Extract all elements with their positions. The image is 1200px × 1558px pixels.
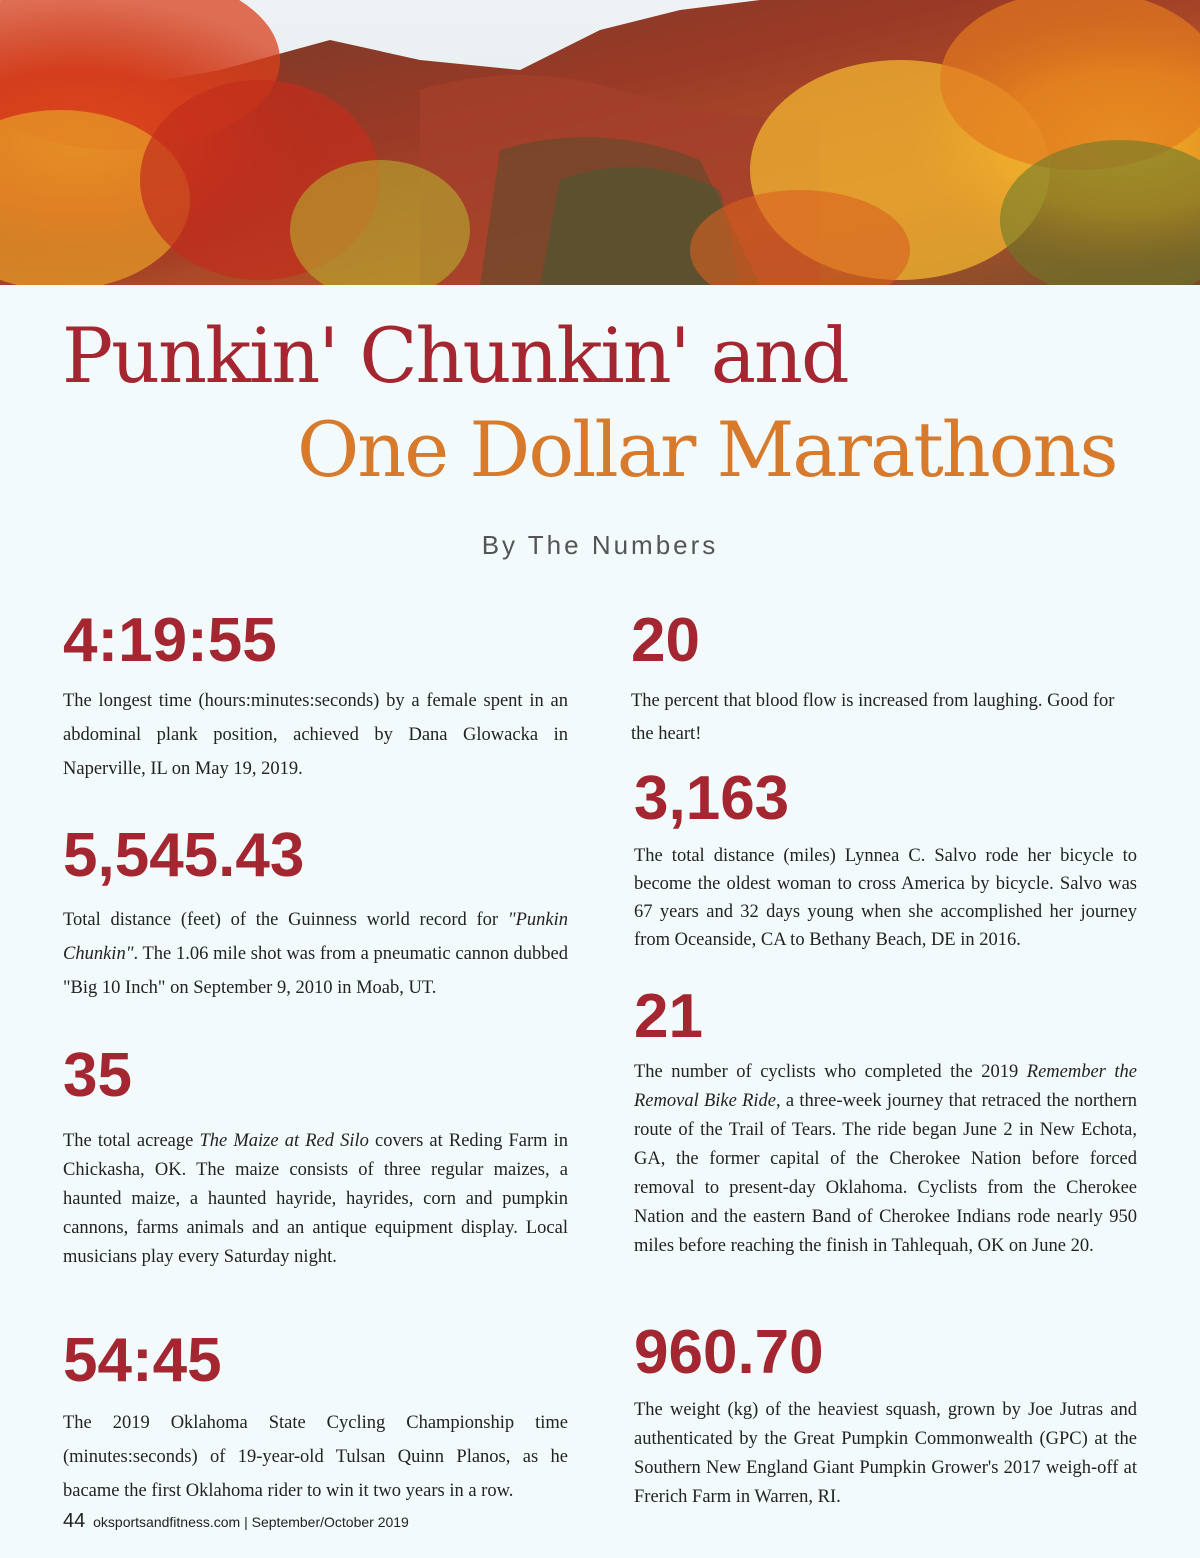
text-run: The total acreage	[63, 1131, 200, 1151]
stat-cycling-championship	[63, 1326, 568, 1508]
stat-number: 960.70	[634, 1318, 824, 1387]
title-line-2: One Dollar Marathons	[297, 405, 1117, 494]
stat-description	[63, 1406, 568, 1508]
subtitle: By The Numbers	[481, 530, 719, 560]
stat-description	[63, 903, 568, 1005]
text-run: The total distance (miles) Lynnea C. Salvo rode her bicycle to become the oldest woman to cross America by bicycle. Salvo was 67 years and 32 days young when she accomplished her journey from Oceanside, CA to Bethany Beach, DE in 2016.	[634, 846, 1137, 950]
stat-bicycle-distance	[634, 764, 1137, 954]
text-run: The 2019 Oklahoma State Cycling Championship time (minutes:seconds) of 19-year-old Tulsan Quinn Planos, as he bacame the first Oklahoma rider to win it two years in a row.	[63, 1413, 568, 1501]
italic-text: The Maize at Red Silo	[199, 1131, 369, 1151]
text-run: , a three-week journey that retraced the northern route of the Trail of Tears. The ride began June 2 in New Echota, GA, the former capital of the Cherokee Nation before forced removal to present-day Oklahoma. Cyclists from the Cherokee Nation and the eastern Band of Cherokee Indians rode nearly 950 miles before reaching the finish in Tahlequah, OK on June 20.	[634, 1091, 1137, 1256]
autumn-forest-image	[0, 0, 1200, 285]
text-run: The weight (kg) of the heaviest squash, grown by Joe Jutras and authenticated by the Great Pumpkin Commonwealth (GPC) at the Southern New England Giant Pumpkin Grower's 2017 weigh-off at Frerich Farm in Warren, RI.	[634, 1400, 1137, 1507]
stat-description	[634, 1058, 1137, 1261]
stat-number: 21	[634, 982, 703, 1051]
stat-laughing	[631, 606, 1136, 751]
stat-description	[634, 1396, 1137, 1512]
text-run: The longest time (hours:minutes:seconds) by a female spent in an abdominal plank position, achieved by Dana Glowacka in Naperville, IL on May 19, 2019.	[63, 691, 568, 779]
stat-description	[63, 1127, 568, 1272]
text-run: . The 1.06 mile shot was from a pneumatic cannon dubbed "Big 10 Inch" on September 9, 2010 in Moab, UT.	[63, 944, 568, 998]
text-run: covers at Reding Farm in Chickasha, OK. The maize consists of three regular maizes, a haunted maize, a haunted hayride, hayrides, corn and pumpkin cannons, farms animals and an antique equipment display. Local musicians play every Saturday night.	[63, 1131, 569, 1267]
footer-separator: |	[244, 1514, 248, 1530]
stat-number: 35	[63, 1041, 132, 1110]
footer-issue: September/October 2019	[251, 1514, 409, 1530]
text-run: Total distance (feet) of the Guinness world record for	[63, 910, 508, 930]
stat-plank	[63, 606, 568, 786]
page-number: 44	[63, 1510, 86, 1532]
title-line-1: Punkin' Chunkin' and	[62, 311, 848, 400]
italic-text: "Punkin Chunkin"	[63, 910, 568, 964]
stat-description	[631, 685, 1136, 751]
stat-description	[63, 684, 568, 786]
stat-number: 3,163	[634, 764, 790, 833]
stat-number: 54:45	[63, 1326, 222, 1395]
italic-text: Remember the Removal Bike Ride	[634, 1062, 1137, 1111]
stat-punkin-chunkin	[63, 821, 568, 1005]
stat-description	[634, 842, 1137, 954]
stat-number: 4:19:55	[63, 606, 277, 675]
page-footer	[63, 1510, 409, 1533]
stat-heaviest-squash	[634, 1318, 1137, 1512]
stat-remember-the-removal	[634, 982, 1137, 1261]
text-run: The percent that blood flow is increased from laughing. Good for the heart!	[631, 691, 1115, 744]
stat-maize	[63, 1041, 569, 1272]
hero-photo	[0, 0, 1200, 285]
text-run: The number of cyclists who completed the 2019	[634, 1062, 1027, 1082]
stat-number: 20	[631, 606, 700, 675]
stat-number: 5,545.43	[63, 821, 305, 890]
footer-site: oksportsandfitness.com	[93, 1514, 241, 1530]
